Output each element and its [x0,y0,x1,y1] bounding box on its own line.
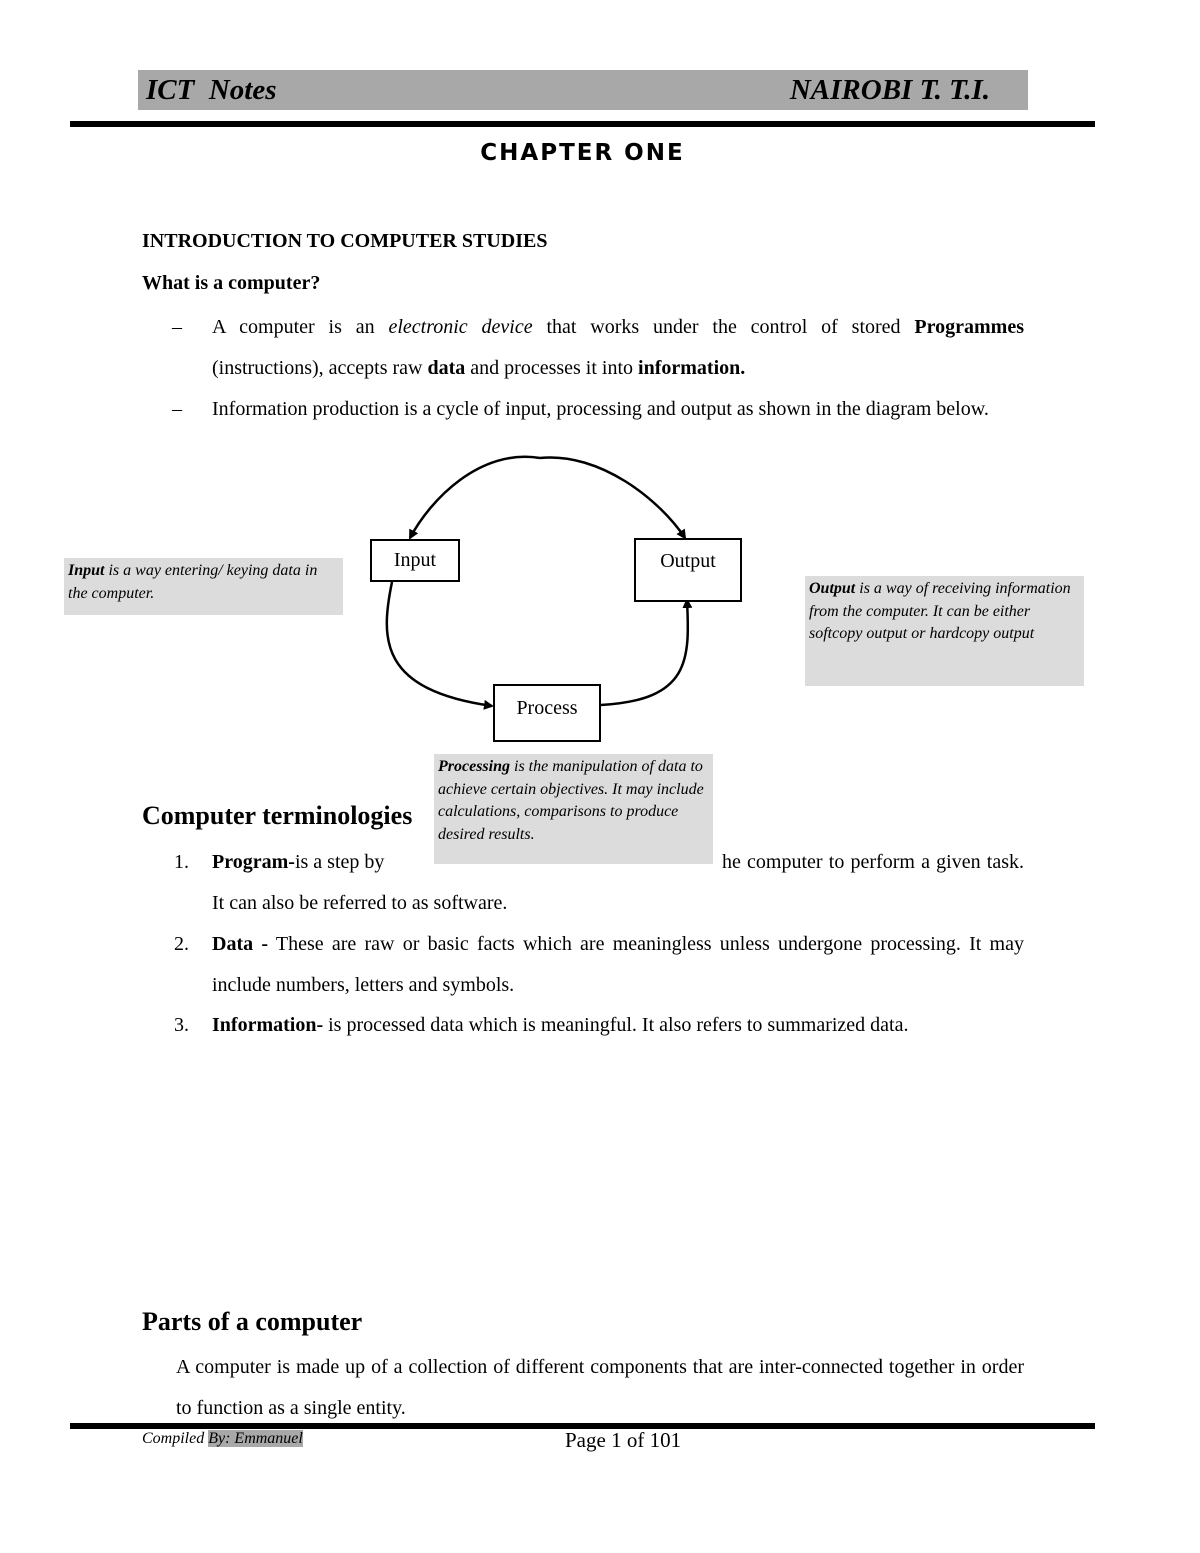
bullet-dash: – [172,316,182,338]
process-box: Process [493,684,601,742]
footer-highlight: By: Emmanuel [208,1430,303,1447]
text-run: (instructions), accepts raw [212,357,428,379]
footer-text: Compiled [142,1430,209,1447]
input-note [64,558,343,615]
list-number: 1. [174,851,189,873]
header-left-title: ICT Notes [146,74,277,106]
bold-run: information. [638,357,746,379]
parts-paragraph: A computer is made up of a collection of different components that are inter-connected together in order to function as a single entity. [176,1356,1024,1419]
note-term: Output [809,580,856,597]
note-text: is a way entering/ keying data in the computer. [68,562,318,602]
text-run: and processes it into [465,357,639,379]
list-number: 3. [174,1014,189,1036]
footer-compiled-by [142,1430,303,1448]
section-heading-intro: INTRODUCTION TO COMPUTER STUDIES [142,230,548,252]
text-run: that works under the control of stored [532,316,915,338]
processing-note [434,754,713,864]
list-number: 2. [174,933,189,955]
output-box: Output [634,538,742,602]
terminologies-heading: Computer terminologies [142,801,413,830]
arrow-output-to-input-top [410,457,540,538]
term-program-rest: he computer to perform a given task. It can also be referred to as software. [212,851,1024,914]
term-text: is a step by [294,851,385,873]
note-term: Input [68,562,105,579]
parts-heading: Parts of a computer [142,1307,363,1336]
term-label: Data - [212,933,268,955]
input-box: Input [370,539,460,582]
header-right-title: NAIROBI T. T.I. [789,74,990,106]
bold-run: Programmes [914,316,1024,338]
arrow-top-to-output [540,457,685,538]
cycle-paragraph: Information production is a cycle of input, processing and output as shown in the diagram below. [212,398,989,420]
output-note [805,576,1084,686]
chapter-title: CHAPTER ONE [480,140,685,166]
italic-run: electronic device [388,316,533,338]
term-data [212,924,1024,1006]
term-label: Program- [212,851,295,873]
note-text: is the manipulation of data to achieve certain objectives. It may include calculations, comparisons to produce desired results. [438,758,704,843]
bullet-dash: – [172,398,182,420]
question-heading: What is a computer? [142,272,321,294]
bold-run: data [427,357,466,379]
term-text: is processed data which is meaningful. It also refers to summarized data. [323,1014,909,1036]
term-text: These are raw or basic facts which are meaningless unless undergone processing. It may include numbers, letters and symbols. [212,933,1024,996]
arrow-process-to-output [601,600,688,705]
term-information [212,1005,1024,1046]
note-term: Processing [438,758,510,775]
page-number: Page 1 of 101 [565,1428,682,1452]
arrow-input-to-process [387,582,492,706]
text-run: A computer is an [212,316,389,338]
term-label: Information- [212,1014,324,1036]
note-text: is a way of receiving information from the computer. It can be either softcopy output or hardcopy output [809,580,1071,642]
